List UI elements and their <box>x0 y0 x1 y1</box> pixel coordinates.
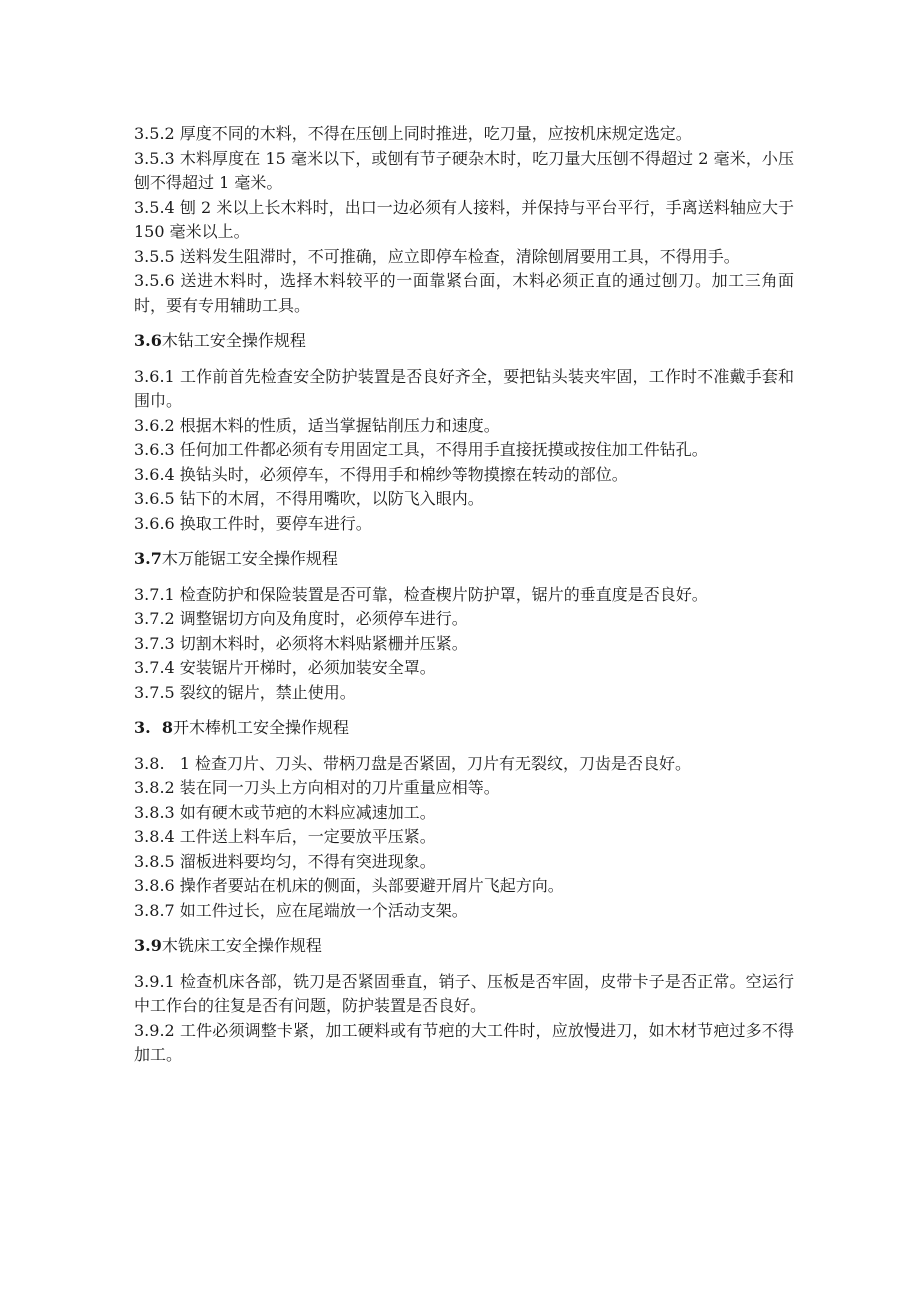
paragraph-3-8-4: 3.8.4 工件送上料车后，一定要放平压紧。 <box>134 827 436 846</box>
section-heading-3-8 <box>134 705 794 752</box>
paragraph-3-9-1: 3.9.1 检查机床各部，铣刀是否紧固垂直，销子、压板是否牢固，皮带卡子是否正常。空运行中工作台的往复是否有问题，防护装置是否良好。 <box>134 971 794 1015</box>
paragraph-3-8-1: 3.8. 1 检查刀片、刀头、带柄刀盘是否紧固，刀片有无裂纹，刀齿是否良好。 <box>134 753 692 773</box>
paragraph-3-9-2: 3.9.2 工件必须调整卡紧，加工硬料或有节疤的大工件时，应放慢进刀，如木材节疤过多不得加工。 <box>134 1020 794 1064</box>
paragraph-3-5-5: 3.5.5 送料发生阻滞时，不可推确，应立即停车检查，清除刨屑要用工具，不得用手。 <box>134 246 740 266</box>
paragraph-3-7-4: 3.7.4 安装锯片开梯时，必须加装安全罩。 <box>134 658 436 677</box>
paragraph-3-5-3: 3.5.3 木料厚度在 15 毫米以下，或刨有节子硬杂木时，吃刀量大压刨不得超过 2 毫米，小压刨不得超过 1 毫米。 <box>134 148 794 192</box>
paragraph-3-6-2: 3.6.2 根据木料的性质，适当掌握钻削压力和速度。 <box>134 415 500 435</box>
section-heading-3-9 <box>134 923 794 970</box>
paragraph-3-5-6: 3.5.6 送进木料时，选择木料较平的一面靠紧台面，木料必须正直的通过刨刀。加工三角面时，要有专用辅助工具。 <box>134 271 794 315</box>
heading-number: 3. 8 <box>134 718 173 737</box>
section-3-6 <box>134 318 794 536</box>
section-heading-3-7 <box>134 536 794 583</box>
paragraph-3-8-6: 3.8.6 操作者要站在机床的侧面，头部要避开屑片飞起方向。 <box>134 876 564 895</box>
section-3-9 <box>134 923 794 1068</box>
heading-number: 3.9 <box>134 936 162 955</box>
heading-title: 木铣床工安全操作规程 <box>161 936 322 955</box>
heading-number: 3.7 <box>134 549 162 568</box>
heading-title: 木万能锯工安全操作规程 <box>161 549 338 568</box>
paragraph-3-6-6: 3.6.6 换取工件时，要停车进行。 <box>134 513 372 533</box>
paragraph-3-6-5: 3.6.5 钻下的木屑，不得用嘴吹，以防飞入眼内。 <box>134 489 484 508</box>
paragraph-3-5-2: 3.5.2 厚度不同的木料，不得在压刨上同时推进，吃刀量，应按机床规定选定。 <box>134 124 692 143</box>
heading-title: 木钻工安全操作规程 <box>161 331 306 350</box>
paragraph-3-5-4: 3.5.4 刨 2 米以上长木料时，出口一边必须有人接料，并保持与平台平行，手离送料轴应大于 150 毫米以上。 <box>134 197 794 241</box>
paragraph-3-7-5: 3.7.5 裂纹的锯片，禁止使用。 <box>134 682 356 702</box>
section-3-8 <box>134 705 794 923</box>
paragraph-3-8-2: 3.8.2 装在同一刀头上方向相对的刀片重量应相等。 <box>134 778 500 797</box>
paragraph-3-6-3: 3.6.3 任何加工件都必须有专用固定工具，不得用手直接抚摸或按住加工件钻孔。 <box>134 440 708 459</box>
paragraph-3-8-3: 3.8.3 如有硬木或节疤的木料应减速加工。 <box>134 802 436 822</box>
paragraph-3-7-1: 3.7.1 检查防护和保险装置是否可靠，检查楔片防护罩，锯片的垂直度是否良好。 <box>134 584 708 604</box>
paragraph-3-8-7: 3.8.7 如工件过长，应在尾端放一个活动支架。 <box>134 900 468 920</box>
paragraph-3-7-3: 3.7.3 切割木料时，必须将木料贴紧栅并压紧。 <box>134 633 468 653</box>
section-3-7 <box>134 536 794 705</box>
document-page <box>134 122 794 1068</box>
section-3-5 <box>134 122 794 318</box>
heading-title: 开木棒机工安全操作规程 <box>172 718 349 737</box>
heading-number: 3.6 <box>134 331 162 350</box>
paragraph-3-7-2: 3.7.2 调整锯切方向及角度时，必须停车进行。 <box>134 609 468 628</box>
paragraph-3-6-1: 3.6.1 工作前首先检查安全防护装置是否良好齐全，要把钻头装夹牢固，工作时不准戴手套和围巾。 <box>134 366 794 410</box>
paragraph-3-6-4: 3.6.4 换钻头时，必须停车，不得用手和棉纱等物摸擦在转动的部位。 <box>134 464 628 484</box>
section-heading-3-6 <box>134 318 794 365</box>
paragraph-3-8-5: 3.8.5 溜板进料要均匀，不得有突进现象。 <box>134 851 436 871</box>
